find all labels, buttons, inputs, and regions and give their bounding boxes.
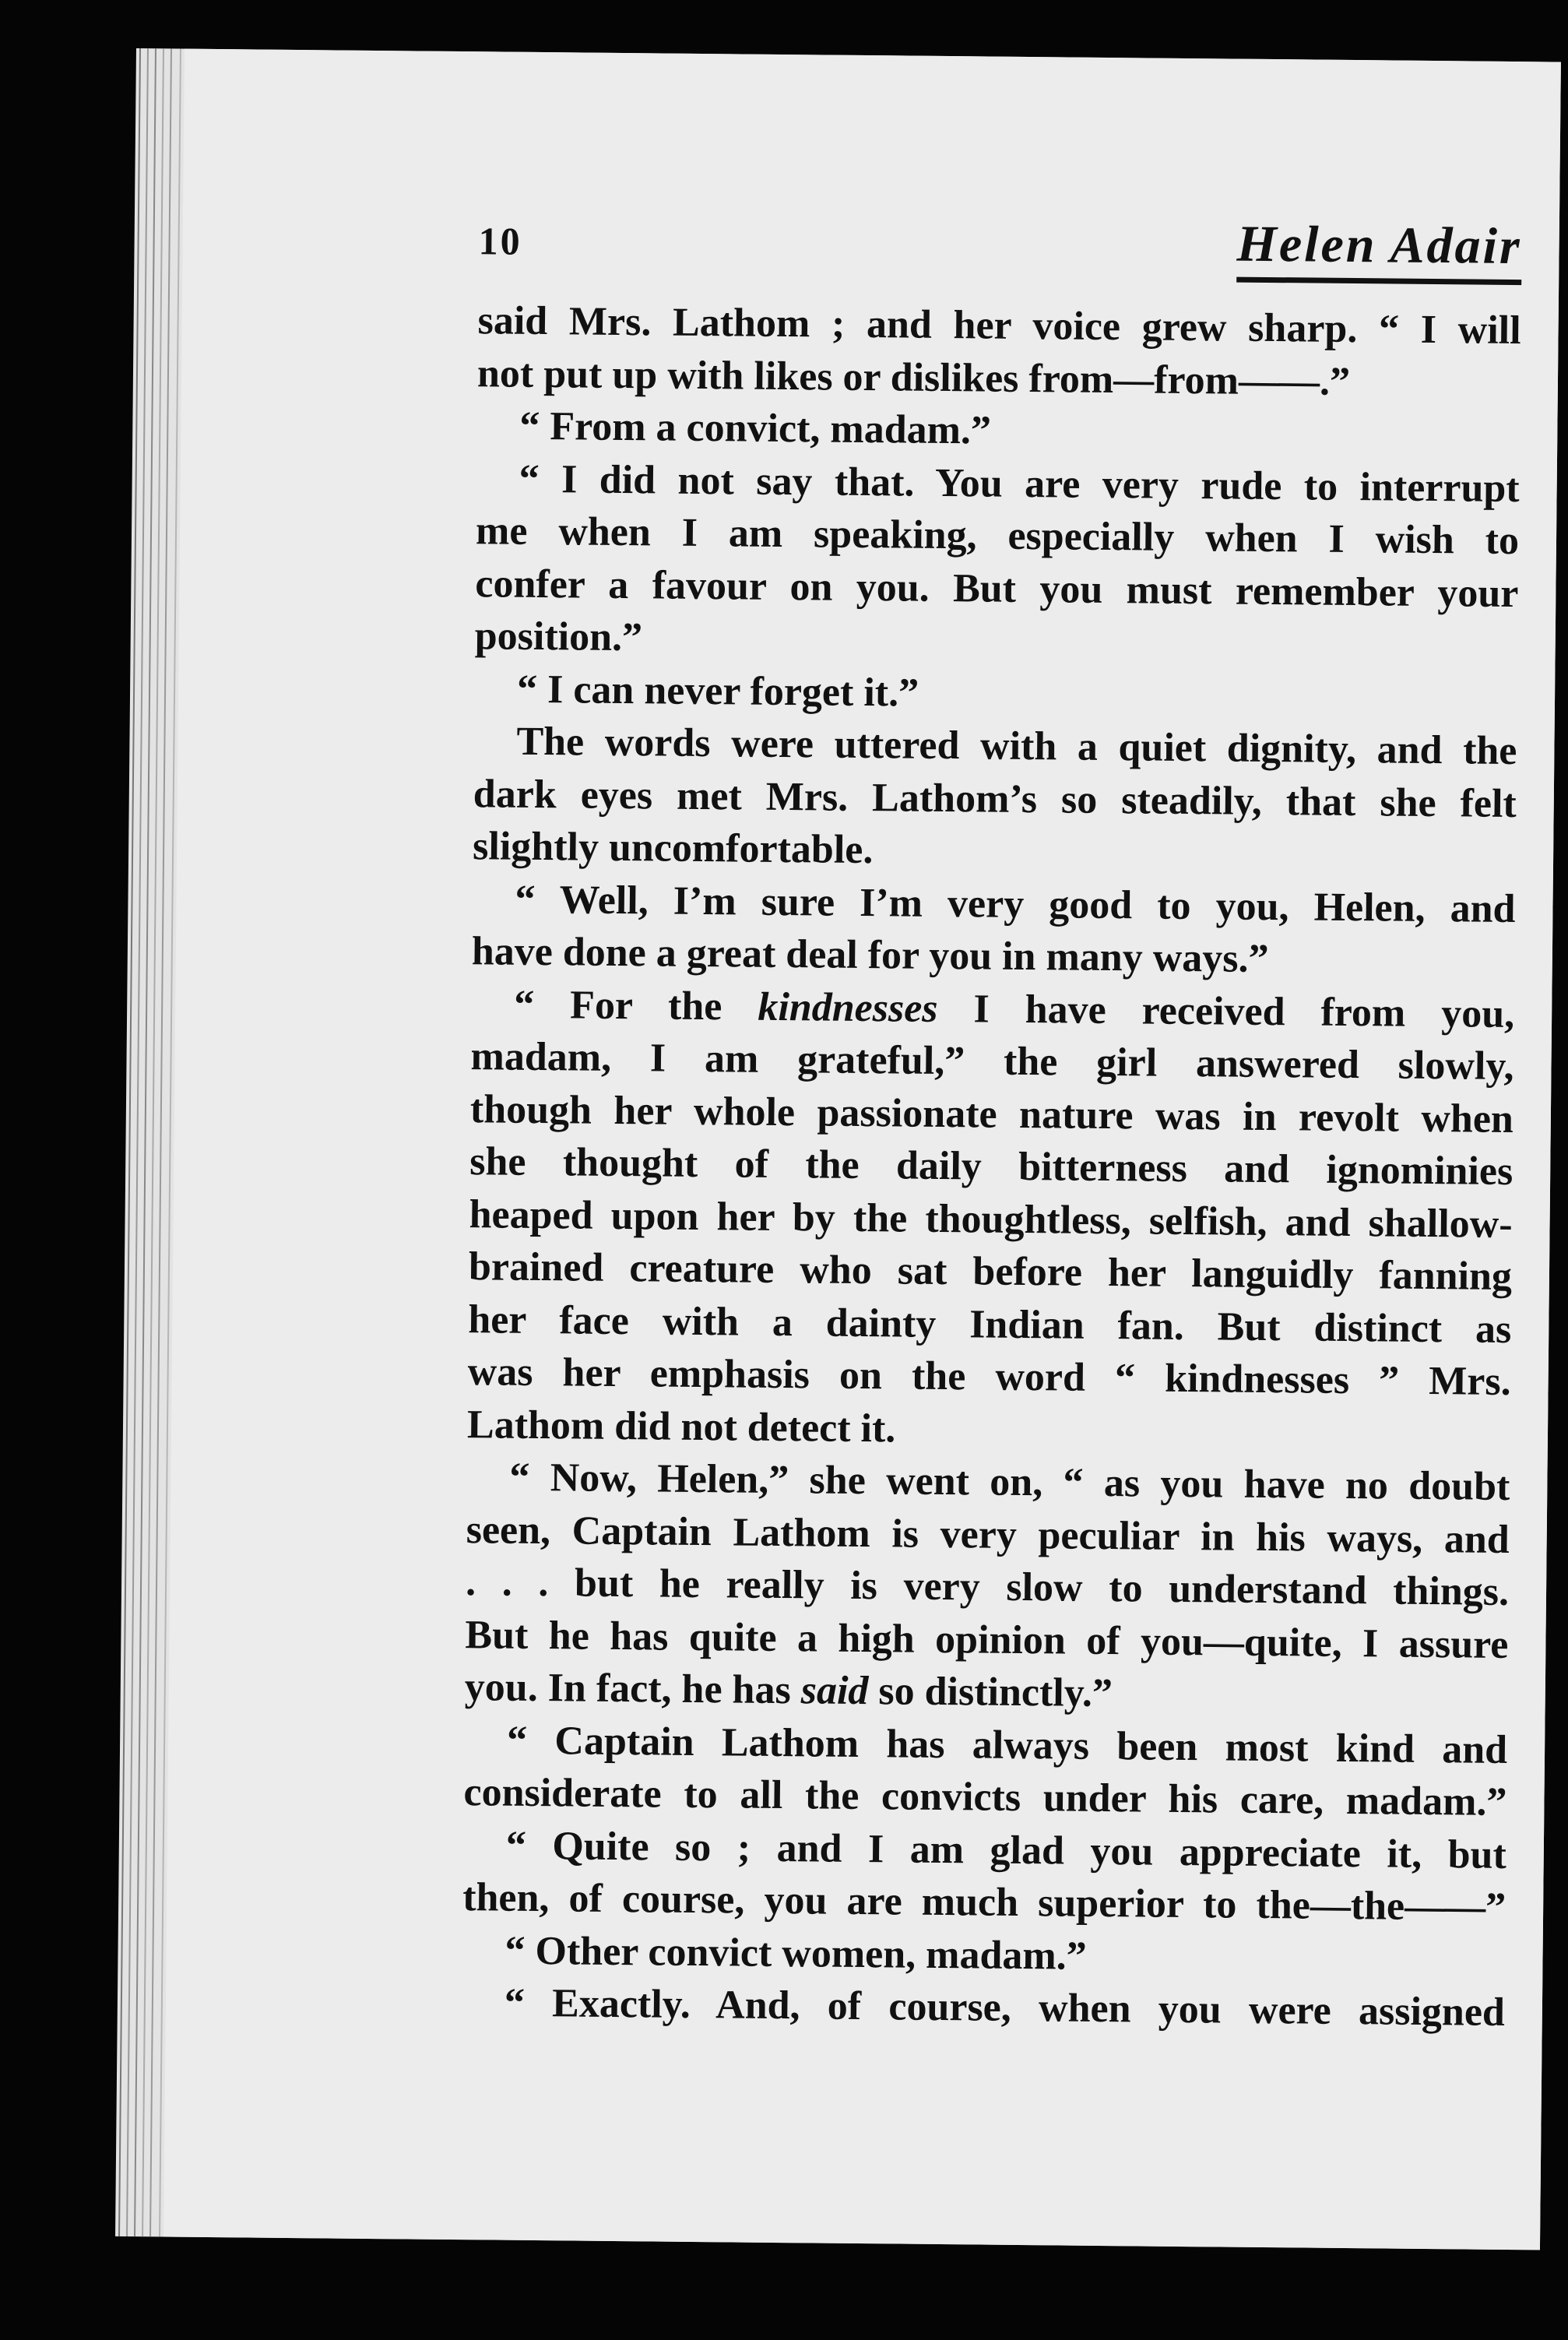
running-title: Helen Adair <box>1236 215 1522 286</box>
text-line: . . . but he really is very slow to understand things. <box>465 1560 1510 1615</box>
text-line: But he has quite a high opinion of you—quite, I assure <box>465 1612 1509 1667</box>
text-line: “ From a convict, madam.” <box>519 403 992 453</box>
text-line: not put up with likes or dislikes from—from——.” <box>476 350 1351 404</box>
text-line: “ I can never forget it.” <box>516 667 919 716</box>
text-line: “ Quite so ; and I am glad you appreciate it, but <box>505 1823 1507 1877</box>
text-line: she thought of the daily bitterness and ignominies <box>469 1139 1514 1195</box>
text-line: dark eyes met Mrs. Lathom’s so steadily, that she felt <box>473 771 1517 826</box>
text-line: you. In fact, he has said so distinctly.” <box>464 1665 1113 1716</box>
text-line: confer a favour on you. But you must remember your <box>475 561 1519 616</box>
text-line: then, of course, you are much superior to the—the——” <box>462 1875 1506 1930</box>
text-line: have done a great deal for you in many ways.” <box>471 929 1269 982</box>
text-line: Lathom did not detect it. <box>466 1402 896 1451</box>
text-line: said Mrs. Lathom ; and her voice grew sharp. “ I will <box>477 298 1521 354</box>
text-line: position.” <box>474 614 643 660</box>
text-line: “ Well, I’m sure I’m very good to you, Helen, and <box>515 877 1516 931</box>
text-line: seen, Captain Lathom is very peculiar in his ways, and <box>466 1507 1510 1562</box>
text-line: madam, I am grateful,” the girl answered slowly, <box>470 1034 1514 1089</box>
text-line: The words were uttered with a quiet dignity, and the <box>516 719 1517 774</box>
text-line: “ For the kindnesses I have received from you, <box>513 982 1515 1036</box>
text-line: was her emphasis on the word “ kindnesses ” Mrs. <box>467 1349 1511 1405</box>
text-line: slightly uncomfortable. <box>472 824 874 873</box>
text-line: her face with a dainty Indian fan. But distinct as <box>468 1297 1512 1352</box>
text-line: considerate to all the convicts under his care, madam.” <box>463 1770 1507 1825</box>
text-line: “ Other convict women, madam.” <box>505 1928 1087 1979</box>
text-line: “ I did not say that. You are very rude to interrupt <box>519 456 1520 511</box>
text-line: heaped upon her by the thoughtless, selfish, and shallow- <box>469 1191 1513 1247</box>
book-page <box>163 49 1561 2250</box>
text-line: “ Exactly. And, of course, when you were assigned <box>504 1980 1506 2035</box>
text-line: me when I am speaking, especially when I wish to <box>475 508 1520 564</box>
text-line: brained creature who sat before her languidly fanning <box>468 1244 1513 1300</box>
page-number: 10 <box>478 219 522 263</box>
text-line: “ Captain Lathom has always been most kind and <box>506 1718 1508 1772</box>
text-line: though her whole passionate nature was in revolt when <box>469 1086 1514 1142</box>
book-page-stack <box>115 48 1561 2250</box>
page-header <box>478 207 1522 295</box>
text-line: “ Now, Helen,” she went on, “ as you have no doubt <box>509 1455 1510 1510</box>
body-text <box>462 294 1521 2039</box>
